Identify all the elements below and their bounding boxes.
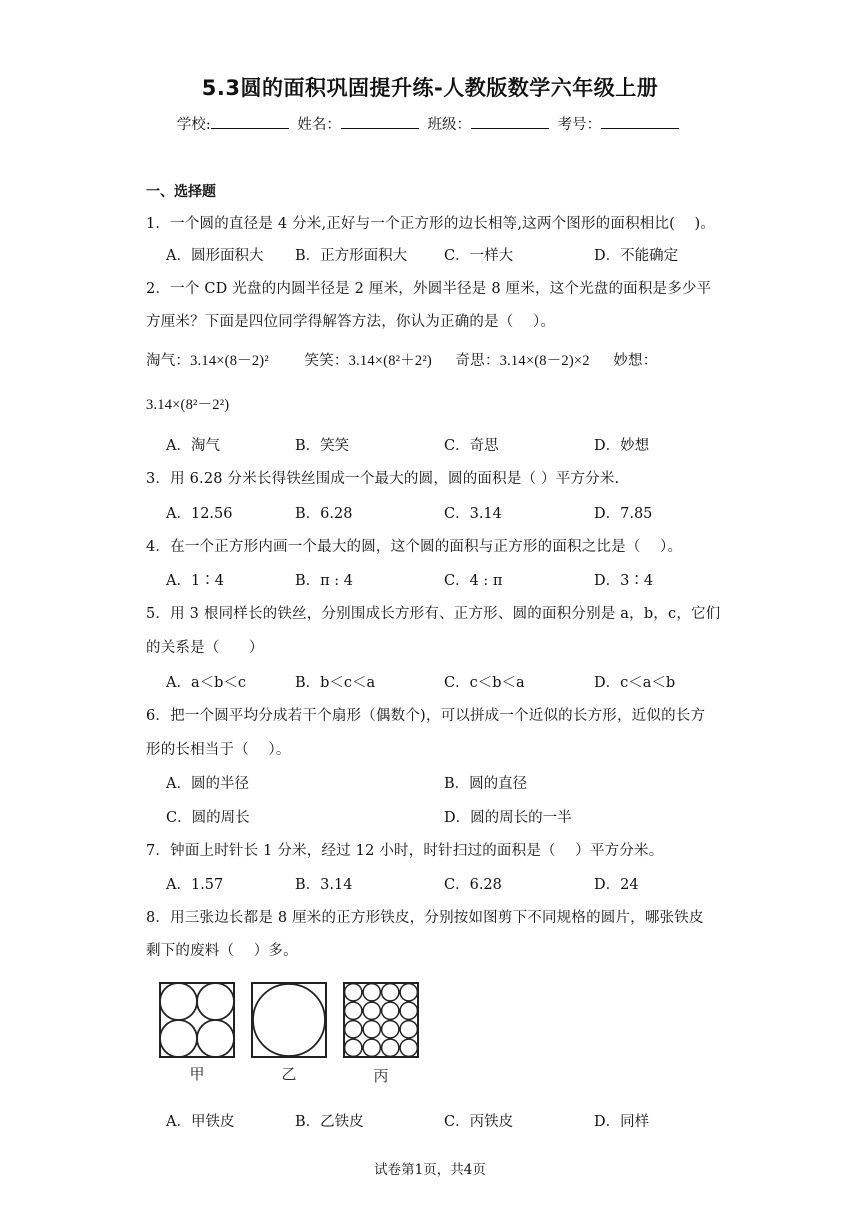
small-circle (382, 1002, 399, 1019)
q2-formula-miaoxiang: 3.14×(8²－2²) (146, 397, 230, 413)
question-8-stem-line-1: 8．用三张边长都是 8 厘米的正方形铁皮，分别按如图剪下不同规格的圆片，哪张铁皮 (146, 910, 704, 926)
small-circle (345, 984, 362, 1001)
q4-option-b[interactable]: B．π : 4 (295, 573, 354, 589)
small-circle (345, 1021, 362, 1038)
q5-option-b[interactable]: B．b＜c＜a (295, 675, 376, 691)
section-heading: 一、选择题 (146, 184, 216, 200)
q4-option-a[interactable]: A．1∶4 (166, 573, 224, 589)
small-circle (400, 1002, 417, 1019)
q3-option-d[interactable]: D．7.85 (594, 506, 653, 522)
q2-label-qisi: 奇思： (455, 353, 500, 369)
class-label: 班级： (427, 117, 471, 133)
q4-option-d[interactable]: D．3∶4 (594, 573, 654, 589)
question-6-stem-line-1: 6．把一个圆平均分成若干个扇形（偶数个)，可以拼成一个近似的长方形，近似的长方 (146, 708, 706, 724)
small-circle (363, 984, 380, 1001)
figure-bing-label: 丙 (373, 1067, 389, 1085)
question-3-stem: 3．用 6.28 分米长得铁丝围成一个最大的圆，圆的面积是（ ）平方分米. (146, 471, 620, 487)
q7-option-c[interactable]: C．6.28 (444, 877, 502, 893)
q8-option-c[interactable]: C．丙铁皮 (444, 1114, 514, 1130)
q2-option-b[interactable]: B．笑笑 (295, 438, 350, 454)
school-blank[interactable] (211, 114, 289, 129)
q2-formula-taoqi: 3.14×(8－2)² (190, 353, 269, 369)
q1-option-a[interactable]: A．圆形面积大 (166, 248, 264, 264)
question-5-stem-line-2: 的关系是（ ） (146, 640, 264, 656)
name-label: 姓名： (297, 117, 341, 133)
q4-option-c[interactable]: C．4 : π (444, 573, 503, 589)
small-circle (400, 984, 417, 1001)
q2-label-taoqi: 淘气： (146, 353, 191, 369)
page-footer: 试卷第1页，共4页 (374, 1162, 486, 1178)
q2-label-xiaoxiao: 笑笑： (304, 353, 349, 369)
q6-option-a[interactable]: A．圆的半径 (166, 776, 249, 792)
q5-option-d[interactable]: D．c＜a＜b (594, 675, 676, 691)
q8-option-b[interactable]: B．乙铁皮 (295, 1114, 364, 1130)
small-circle (345, 1002, 362, 1019)
figure-yi-label: 乙 (281, 1065, 297, 1083)
figure-jia-label: 甲 (189, 1065, 205, 1083)
small-circle (363, 1002, 380, 1019)
q8-figure (150, 975, 420, 1093)
q2-formula-qisi: 3.14×(8－2)×2 (499, 353, 590, 369)
student-info-row (0, 113, 860, 134)
q8-option-a[interactable]: A．甲铁皮 (166, 1114, 235, 1130)
school-label: 学校: (176, 117, 211, 133)
figure-bing (344, 983, 418, 1085)
q7-option-d[interactable]: D．24 (594, 877, 639, 893)
question-8-stem-line-2: 剩下的废料（ ）多。 (146, 943, 298, 959)
q1-option-c[interactable]: C．一样大 (444, 248, 514, 264)
small-circle (363, 1021, 380, 1038)
small-circle (382, 984, 399, 1001)
q6-option-c[interactable]: C．圆的周长 (166, 810, 250, 826)
small-circle (400, 1021, 417, 1038)
question-1-stem: 1．一个圆的直径是 4 分米,正好与一个正方形的边长相等,这两个图形的面积相比( )。 (146, 216, 716, 232)
q6-option-b[interactable]: B．圆的直径 (444, 776, 528, 792)
question-2-stem-line-2: 方厘米？下面是四位同学得解答方法，你认为正确的是（ ）。 (146, 314, 556, 330)
class-blank[interactable] (471, 114, 549, 129)
q7-option-b[interactable]: B．3.14 (295, 877, 353, 893)
q2-label-miaoxiang: 妙想： (613, 353, 658, 369)
exam-no-label: 考号： (557, 117, 602, 133)
small-circle (382, 1039, 399, 1056)
small-circle (382, 1021, 399, 1038)
page-title: 5.3圆的面积巩固提升练-人教版数学六年级上册 (201, 76, 659, 100)
figure-yi (252, 983, 326, 1083)
exam-no-blank[interactable] (601, 114, 679, 129)
q3-option-a[interactable]: A．12.56 (166, 506, 233, 522)
question-6-stem-line-2: 形的长相当于（ ）。 (146, 742, 291, 758)
q2-option-d[interactable]: D．妙想 (594, 438, 650, 454)
figure-jia (160, 983, 234, 1083)
q1-option-b[interactable]: B．正方形面积大 (295, 248, 408, 264)
q2-formula-row (146, 349, 657, 370)
q3-option-b[interactable]: B．6.28 (295, 506, 353, 522)
q8-option-d[interactable]: D．同样 (594, 1114, 650, 1130)
question-4-stem: 4．在一个正方形内画一个最大的圆，这个圆的面积与正方形的面积之比是（ ）。 (146, 539, 683, 555)
q1-option-d[interactable]: D．不能确定 (594, 248, 679, 264)
small-circle (363, 1039, 380, 1056)
q3-option-c[interactable]: C．3.14 (444, 506, 502, 522)
small-circle (400, 1039, 417, 1056)
question-2-stem-line-1: 2．一个 CD 光盘的内圆半径是 2 厘米，外圆半径是 8 厘米，这个光盘的面积是多少平 (146, 281, 712, 297)
name-blank[interactable] (341, 114, 419, 129)
q2-option-a[interactable]: A．淘气 (166, 438, 220, 454)
question-7-stem: 7．钟面上时针长 1 分米，经过 12 小时，时针扫过的面积是（ ）平方分米。 (146, 843, 664, 859)
q5-option-a[interactable]: A．a＜b＜c (166, 675, 247, 691)
q2-option-c[interactable]: C．奇思 (444, 438, 499, 454)
question-5-stem-line-1: 5．用 3 根同样长的铁丝，分别围成长方形有、正方形、圆的面积分别是 a，b，c，它们 (146, 606, 721, 622)
q7-option-a[interactable]: A．1.57 (166, 877, 224, 893)
small-circle (345, 1039, 362, 1056)
q5-option-c[interactable]: C．c＜b＜a (444, 675, 525, 691)
q2-formula-xiaoxiao: 3.14×(8²＋2²) (348, 353, 432, 369)
q6-option-d[interactable]: D．圆的周长的一半 (444, 810, 572, 826)
